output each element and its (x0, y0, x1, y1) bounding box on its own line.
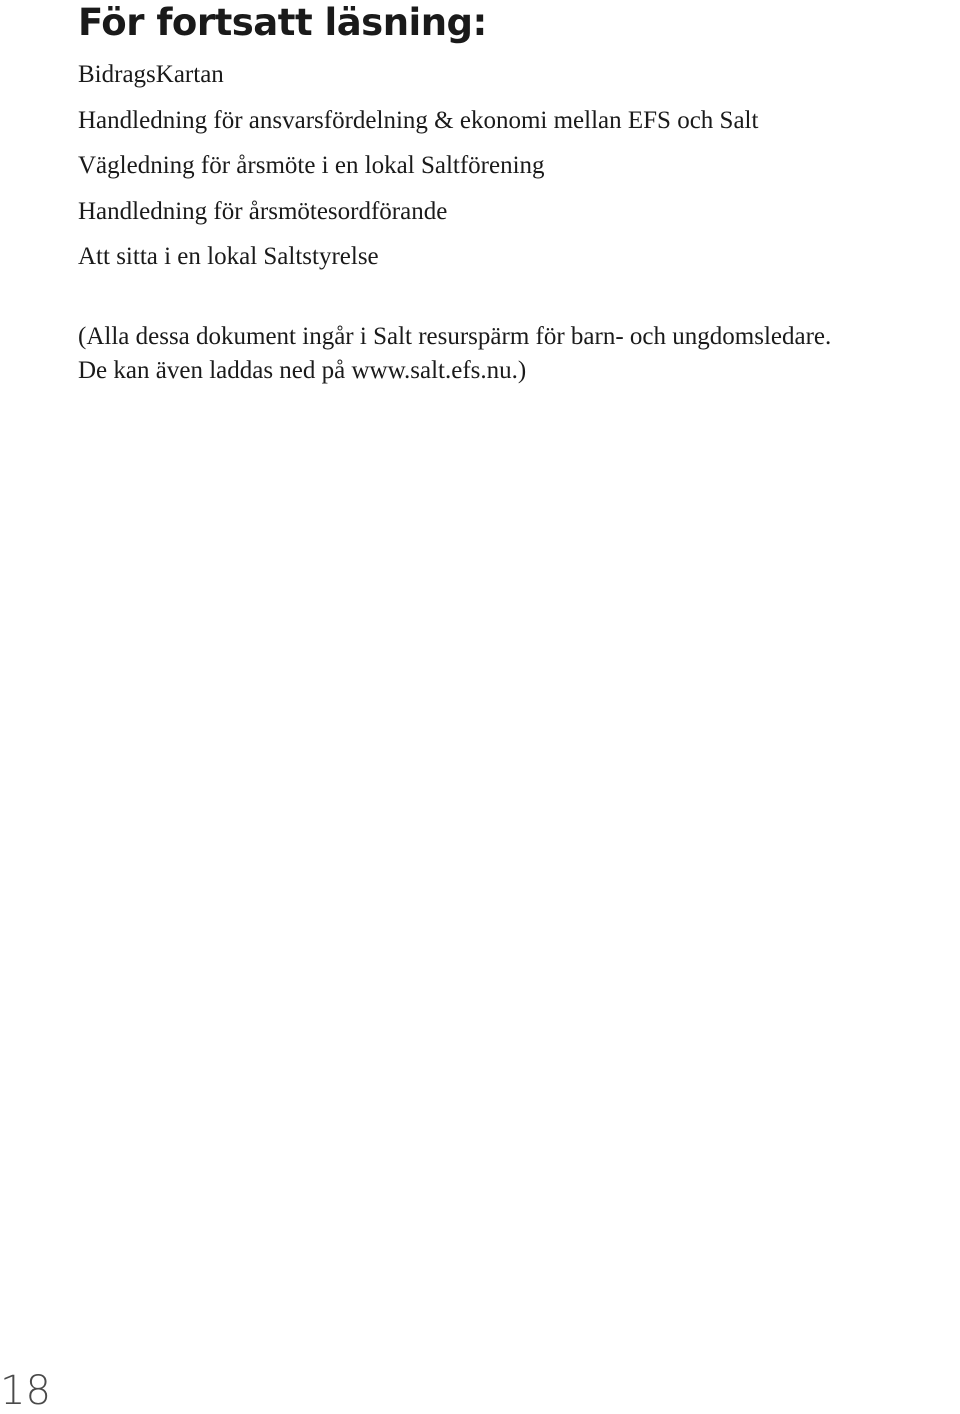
availability-note (78, 320, 958, 388)
page-number: 18 (0, 1368, 51, 1414)
reading-list-item: Handledning för ansvarsfördelning & ekonomi mellan EFS och Salt (78, 106, 759, 134)
reading-list-item: Att sitta i en lokal Saltstyrelse (78, 243, 379, 270)
reading-list-item: Handledning för årsmötesordförande (78, 197, 448, 225)
page-heading: För fortsatt läsning: (78, 1, 487, 44)
note-line: De kan även laddas ned på www.salt.efs.nu.) (78, 357, 527, 384)
reading-list-item: Vägledning för årsmöte i en lokal Saltförening (78, 152, 545, 179)
reading-list-item: BidragsKartan (78, 61, 224, 88)
note-line: (Alla dessa dokument ingår i Salt resurspärm för barn- och ungdomsledare. (78, 323, 832, 350)
reading-list (78, 52, 758, 280)
